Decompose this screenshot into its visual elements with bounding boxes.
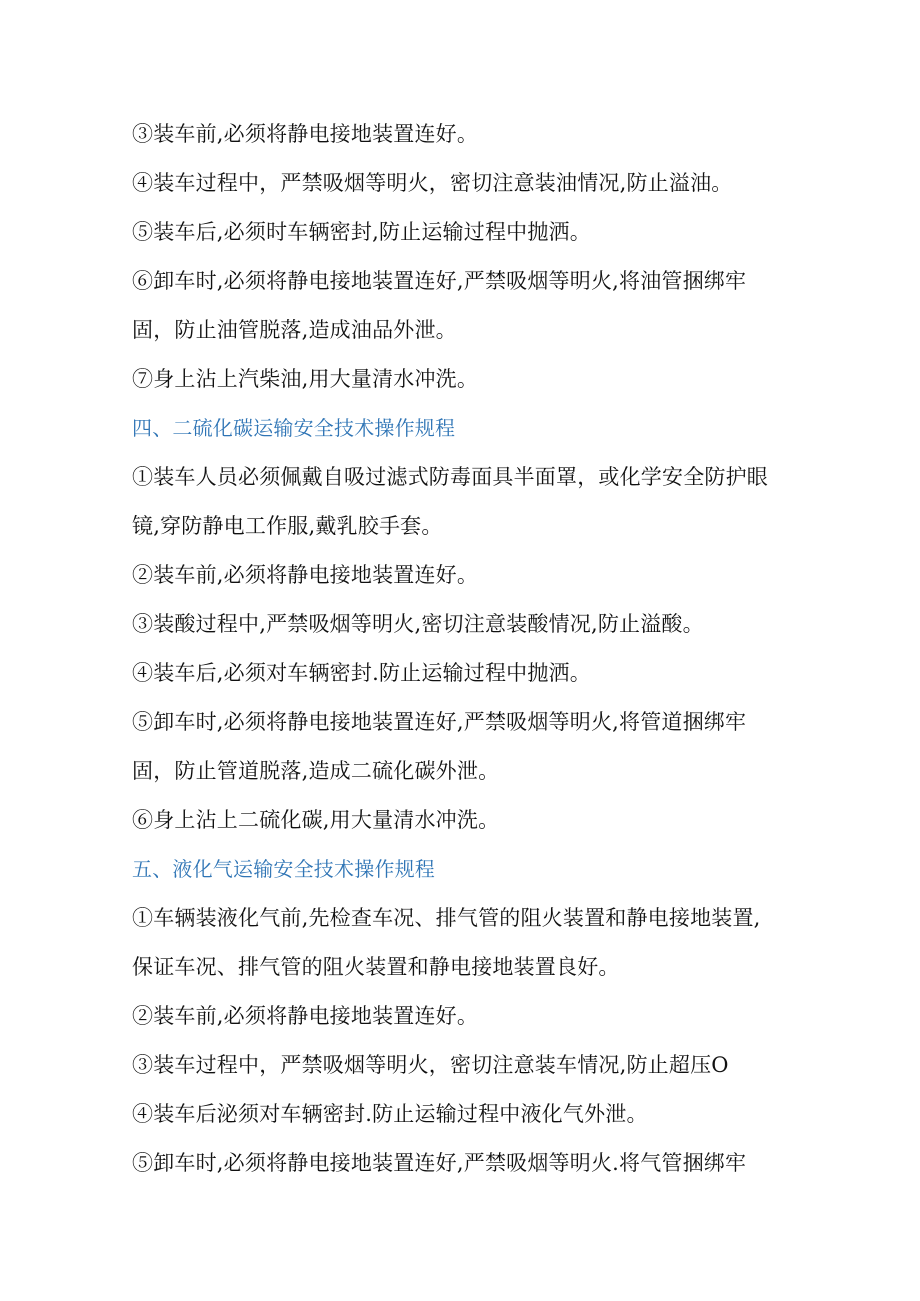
paragraph-line: ④装车后泌须对车辆密封.防止运输过程中液化气外泄。 <box>132 1102 648 1126</box>
paragraph-line: ①车辆装液化气前,先检查车况、排气管的阻火装置和静电接地装置, <box>132 906 761 930</box>
paragraph-line: ⑥身上沾上二硫化碳,用大量清水冲洗。 <box>132 808 500 832</box>
paragraph-line: ①装车人员必须佩戴自吸过滤式防毒面具半面罩，或化学安全防护眼 <box>132 465 768 489</box>
paragraph-line: ⑦身上沾上汽柴油,用大量清水冲洗。 <box>132 367 479 391</box>
paragraph-line: ③装车过程中，严禁吸烟等明火，密切注意装车情况,防止超压O <box>132 1053 729 1077</box>
paragraph-line: ⑤装车后,必须时车辆密封,防止运输过程中抛洒。 <box>132 220 591 244</box>
paragraph-line: 保证车况、排气管的阻火装置和静电接地装置良好。 <box>132 955 620 979</box>
paragraph-line: ④装车后,必须对车辆密封.防止运输过程中抛洒。 <box>132 661 591 685</box>
paragraph-line: ③装车前,必须将静电接地装置连好。 <box>132 122 479 146</box>
paragraph-line: ⑤卸车时,必须将静电接地装置连好,严禁吸烟等明火,将管道捆绑牢 <box>132 710 747 734</box>
paragraph-line: ③装酸过程中,严禁吸烟等明火,密切注意装酸情况,防止溢酸。 <box>132 612 704 636</box>
paragraph-line: 固，防止管道脱落,造成二硫化碳外泄。 <box>132 759 500 783</box>
paragraph-line: ⑤卸车时,必须将静电接地装置连好,严禁吸烟等明火.将气管捆绑牢 <box>132 1151 747 1175</box>
section-heading-five: 五、液化气运输安全技术操作规程 <box>132 857 435 881</box>
document-body <box>132 110 792 1188</box>
section-heading-four: 四、二硫化碳运输安全技术操作规程 <box>132 416 456 440</box>
paragraph-line: 镜,穿防静电工作服,戴乳胶手套。 <box>132 514 443 538</box>
paragraph-line: ④装车过程中，严禁吸烟等明火，密切注意装油情况,防止溢油。 <box>132 171 733 195</box>
paragraph-line: 固，防止油管脱落,造成油品外泄。 <box>132 318 457 342</box>
paragraph-line: ②装车前,必须将静电接地装置连好。 <box>132 1004 479 1028</box>
paragraph-line: ⑥卸车时,必须将静电接地装置连好,严禁吸烟等明火,将油管捆绑牢 <box>132 269 747 293</box>
paragraph-line: ②装车前,必须将静电接地装置连好。 <box>132 563 479 587</box>
